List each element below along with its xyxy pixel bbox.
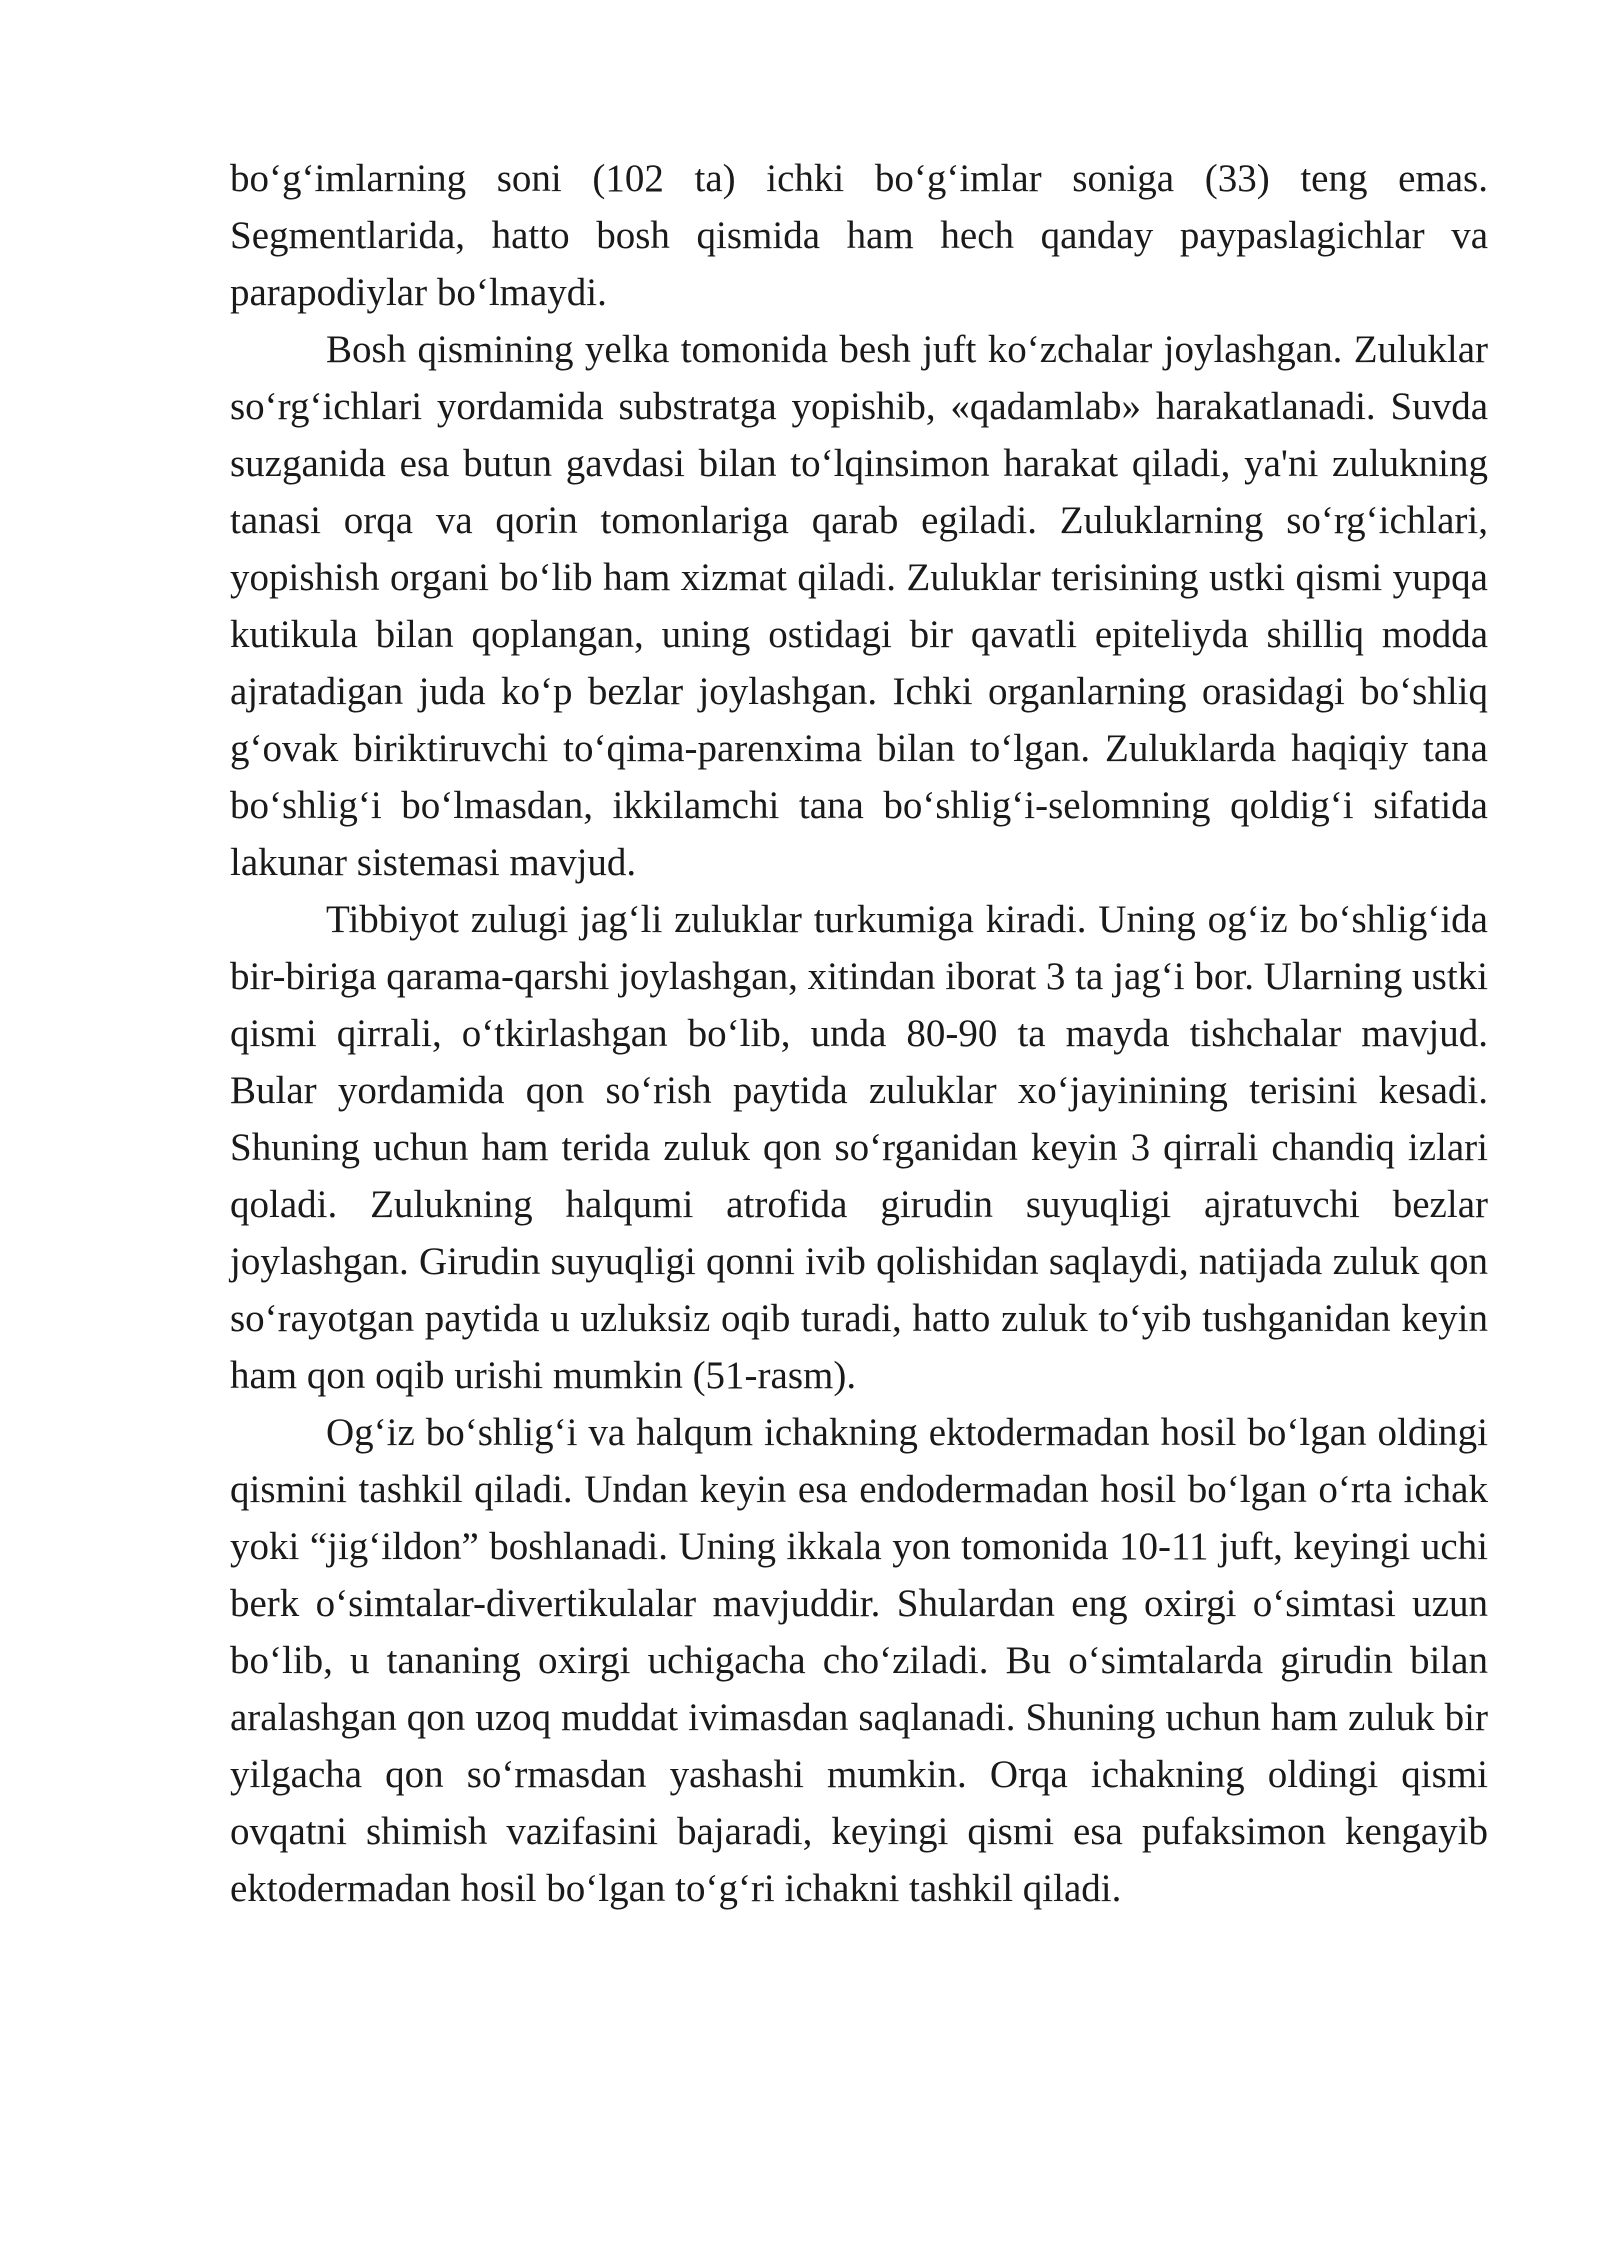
paragraph-digestive-system: Og‘iz bo‘shlig‘i va halqum ichakning ektodermadan hosil bo‘lgan oldingi qismini tashkil qiladi. Undan keyin esa endodermadan hosil bo‘lgan o‘rta ichak yoki “jig‘ildon” boshlanadi. Uning ikkala yon tomonida 10-11 juft, keyingi uchi berk o‘simtalar-divertikulalar mavjuddir. Shulardan eng oxirgi o‘simtasi uzun bo‘lib, u tananing oxirgi uchigacha cho‘ziladi. Bu o‘simtalarda girudin bilan aralashgan qon uzoq muddat ivimasdan saqlanadi. Shuning uchun ham zuluk bir yilgacha qon so‘rmasdan yashashi mumkin. Orqa ichakning oldingi qismi ovqatni shimish vazifasini bajaradi, keyingi qismi esa pufaksimon kengayib ektodermadan hosil bo‘lgan to‘g‘ri ichakni tashkil qiladi. bbox=[230, 1411, 1488, 1910]
paragraph-continuation: bo‘g‘imlarning soni (102 ta) ichki bo‘g‘imlar soniga (33) teng emas. Segmentlarida, hatto bosh qismida ham hech qanday paypaslagichlar va parapodiylar bo‘lmaydi. bbox=[230, 157, 1488, 314]
paragraph-body-structure: Bosh qismining yelka tomonida besh juft ko‘zchalar joylashgan. Zuluklar so‘rg‘ichlari yordamida substratga yopishib, «qadamlab» harakatlanadi. Suvda suzganida esa butun gavdasi bilan to‘lqinsimon harakat qiladi, ya'ni zulukning tanasi orqa va qorin tomonlariga qarab egiladi. Zuluklarning so‘rg‘ichlari, yopishish organi bo‘lib ham xizmat qiladi. Zuluklar terisining ustki qismi yupqa kutikula bilan qoplangan, uning ostidagi bir qavatli epiteliyda shilliq modda ajratadigan juda ko‘p bezlar joylashgan. Ichki organlarning orasidagi bo‘shliq g‘ovak biriktiruvchi to‘qima-parenxima bilan to‘lgan. Zuluklarda haqiqiy tana bo‘shlig‘i bo‘lmasdan, ikkilamchi tana bo‘shlig‘i-selomning qoldig‘i sifatida lakunar sistemasi mavjud. bbox=[230, 328, 1488, 884]
paragraph-medical-leech: Tibbiyot zulugi jag‘li zuluklar turkumiga kiradi. Uning og‘iz bo‘shlig‘ida bir-biriga qarama-qarshi joylashgan, xitindan iborat 3 ta jag‘i bor. Ularning ustki qismi qirrali, o‘tkirlashgan bo‘lib, unda 80-90 ta mayda tishchalar mavjud. Bular yordamida qon so‘rish paytida zuluklar xo‘jayinining terisini kesadi. Shuning uchun ham terida zuluk qon so‘rganidan keyin 3 qirrali chandiq izlari qoladi. Zulukning halqumi atrofida girudin suyuqligi ajratuvchi bezlar joylashgan. Girudin suyuqligi qonni ivib qolishidan saqlaydi, natijada zuluk qon so‘rayotgan paytida u uzluksiz oqib turadi, hatto zuluk to‘yib tushganidan keyin ham qon oqib urishi mumkin (51-rasm). bbox=[230, 898, 1488, 1397]
document-page bbox=[230, 150, 1488, 1917]
